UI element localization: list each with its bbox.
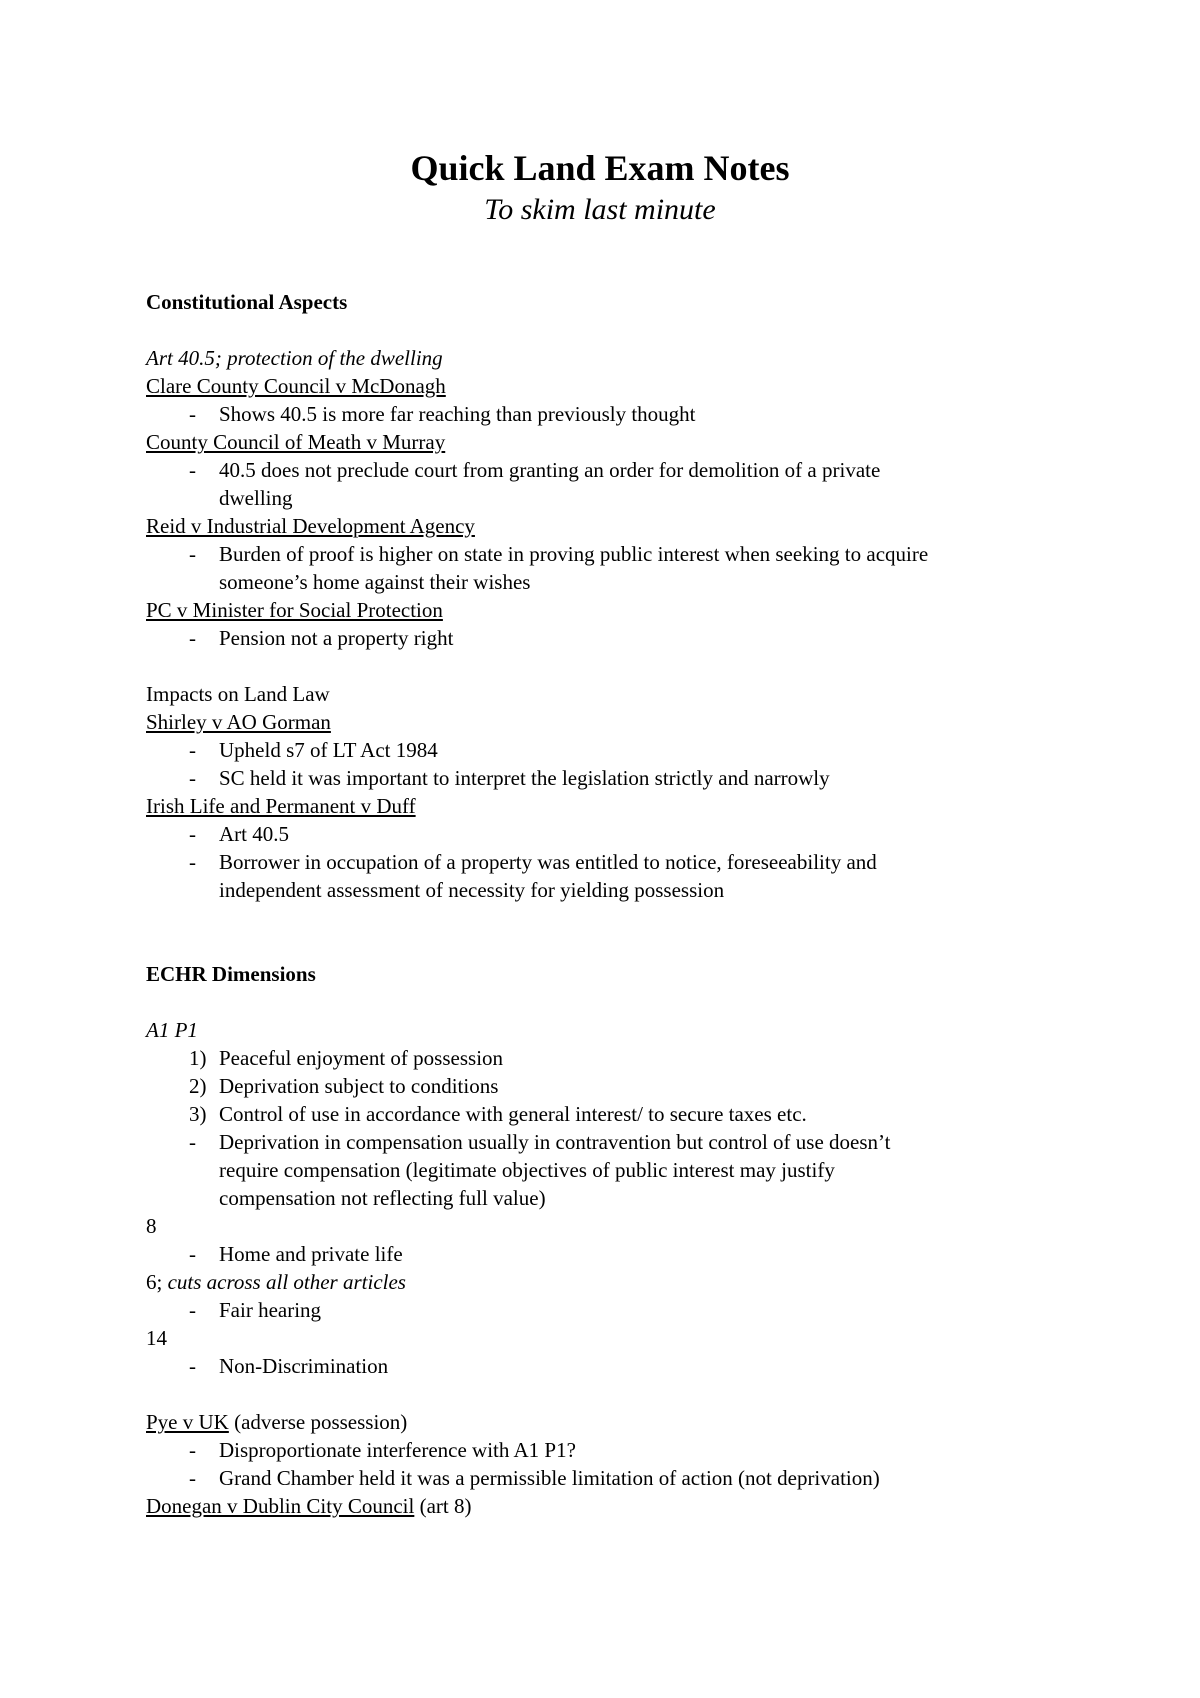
case-name: Donegan v Dublin City Council [146, 1494, 415, 1518]
page-subtitle: To skim last minute [484, 193, 716, 226]
subheading-impacts: Impacts on Land Law [146, 682, 330, 706]
bullet-continuation: someone’s home against their wishes [219, 570, 531, 594]
bullet-item: - Deprivation in compensation usually in contravention but control of use doesn’t [189, 1130, 891, 1154]
case-line: Donegan v Dublin City Council (art 8) [146, 1494, 472, 1518]
section-heading-constitutional: Constitutional Aspects [146, 290, 348, 314]
bullet-item: - Non-Discrimination [189, 1354, 389, 1378]
numbered-item: 3) Control of use in accordance with general interest/ to secure taxes etc. [189, 1102, 807, 1126]
bullet-item: - Fair hearing [189, 1298, 322, 1322]
article-label: 6; cuts across all other articles [146, 1270, 406, 1294]
article-label: A1 P1 [146, 1018, 198, 1042]
bullet-item: - Grand Chamber held it was a permissible limitation of action (not deprivation) [189, 1466, 880, 1490]
numbered-item: 1) Peaceful enjoyment of possession [189, 1046, 504, 1070]
section-heading-echr: ECHR Dimensions [146, 962, 316, 986]
case-name: PC v Minister for Social Protection [146, 598, 443, 622]
case-name: Pye v UK [146, 1410, 229, 1434]
bullet-item: - Upheld s7 of LT Act 1984 [189, 738, 438, 762]
bullet-item: - Disproportionate interference with A1 P1? [189, 1438, 576, 1462]
case-name: Clare County Council v McDonagh [146, 374, 446, 398]
article-number: 8 [146, 1214, 157, 1238]
case-name: Shirley v AO Gorman [146, 710, 331, 734]
bullet-continuation: compensation not reflecting full value) [219, 1186, 546, 1210]
article-label: Art 40.5; protection of the dwelling [146, 346, 443, 370]
numbered-item: 2) Deprivation subject to conditions [189, 1074, 499, 1098]
bullet-item: - Pension not a property right [189, 626, 454, 650]
page-title: Quick Land Exam Notes [410, 148, 790, 188]
article-number: 14 [146, 1326, 167, 1350]
bullet-item: - Art 40.5 [189, 822, 289, 846]
title-block [0, 148, 1200, 230]
case-name: County Council of Meath v Murray [146, 430, 446, 454]
case-line: Pye v UK (adverse possession) [146, 1410, 408, 1434]
bullet-item: - Home and private life [189, 1242, 403, 1266]
bullet-continuation: independent assessment of necessity for yielding possession [219, 878, 725, 902]
bullet-item: - Burden of proof is higher on state in proving public interest when seeking to acquire [189, 542, 929, 566]
bullet-item: - Borrower in occupation of a property was entitled to notice, foreseeability and [189, 850, 877, 874]
bullet-continuation: require compensation (legitimate objectives of public interest may justify [219, 1158, 835, 1182]
notes-content [146, 288, 1106, 1520]
bullet-item: - Shows 40.5 is more far reaching than previously thought [189, 402, 696, 426]
case-name: Irish Life and Permanent v Duff [146, 794, 416, 818]
bullet-item: - 40.5 does not preclude court from granting an order for demolition of a private [189, 458, 881, 482]
bullet-item: - SC held it was important to interpret the legislation strictly and narrowly [189, 766, 830, 790]
case-name: Reid v Industrial Development Agency [146, 514, 475, 538]
bullet-continuation: dwelling [219, 486, 293, 510]
